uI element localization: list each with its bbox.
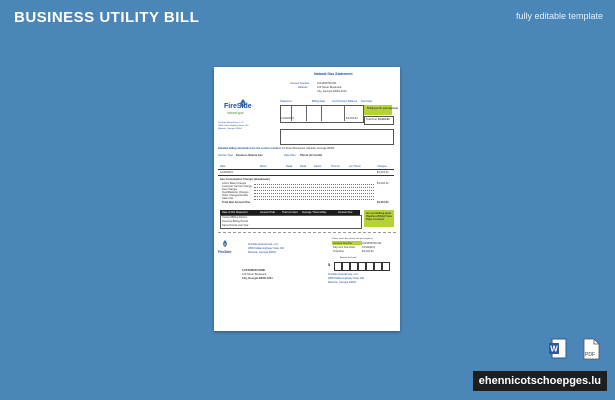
statement-title: Natural Gas Statement bbox=[314, 72, 353, 76]
history-header-4: Amount Due bbox=[338, 211, 353, 214]
stub-account-value: 0123456789-001 bbox=[362, 241, 382, 245]
usage-header-0: Date bbox=[220, 165, 226, 168]
city-value: City, Georgia 30064-1234 bbox=[317, 90, 347, 93]
billing-section-label: Detailed billing information for the service location: bbox=[218, 147, 282, 150]
summary-header-2: Amt Previous bbox=[332, 100, 348, 103]
customer-city: City, Georgia 30000-1234 bbox=[242, 277, 273, 280]
amount-digit-box-1[interactable] bbox=[334, 262, 342, 271]
amount-digit-box-5[interactable] bbox=[366, 262, 374, 271]
company-logo-name: FireSide bbox=[224, 103, 252, 110]
usage-header-1: Meter bbox=[260, 165, 267, 168]
summary-value-0: 12/19/2021 bbox=[281, 117, 294, 120]
summary-table bbox=[280, 105, 364, 123]
usage-header-4: Factor bbox=[314, 165, 322, 168]
stub-logo-name: FireSide bbox=[218, 250, 232, 254]
address-value: 123 Street Boulevard bbox=[317, 86, 342, 89]
svg-text:W: W bbox=[550, 344, 558, 354]
dollar-sign: $ bbox=[328, 262, 331, 267]
summary-header-1: Billing Date bbox=[312, 100, 326, 103]
rate-plan-label: Rate Plan bbox=[284, 154, 296, 157]
amount-digit-box-4[interactable] bbox=[358, 262, 366, 271]
remit-city: Marietta, Georgia 30064 bbox=[328, 281, 356, 284]
usage-header-2: Read bbox=[286, 165, 293, 168]
stub-total-value: $1,004.32 bbox=[362, 250, 374, 253]
history-header-1: Amount Paid bbox=[260, 211, 275, 214]
service-location: 12 Street Boulevard, Marietta, Georgia 30064 bbox=[282, 147, 335, 150]
amount-digit-box-3[interactable] bbox=[350, 262, 358, 271]
amount-digit-box-6[interactable] bbox=[374, 262, 382, 271]
remit-address: 2800 Dallas Highway Suite 100 bbox=[328, 277, 365, 280]
customer-name: CUSTOMER NAME bbox=[242, 269, 266, 272]
history-header-3: Average Therms/Day bbox=[302, 211, 327, 214]
usage-row-charges: $1,004.32 bbox=[377, 171, 389, 174]
website-label[interactable]: ehennicotschoepges.lu bbox=[473, 371, 607, 391]
history-row-2: Same Period Last Year bbox=[222, 224, 249, 227]
company-address-line: 2800 Dallas Highway Suite 100 bbox=[218, 125, 249, 127]
charge-row-3: Gas Charges bbox=[222, 188, 238, 191]
page-title: BUSINESS UTILITY BILL bbox=[14, 9, 200, 26]
bill-document bbox=[214, 67, 400, 331]
charge-value-7: $1,004.32 bbox=[377, 201, 389, 204]
company-logo-tagline: natural gas bbox=[227, 111, 244, 115]
history-header-2: Therms Used bbox=[282, 211, 298, 214]
stub-company-name: FireSide Natural Gas, LLC bbox=[248, 243, 279, 246]
rate-plan-value: Plan B (12 month) bbox=[300, 154, 323, 157]
address-label: Address bbox=[298, 86, 308, 89]
account-number-value: 0123456789-001 bbox=[317, 82, 337, 85]
company-city-line: Marietta, Georgia 30064 bbox=[218, 128, 242, 130]
history-row-1: Previous Billing Period bbox=[222, 220, 248, 223]
amount-digit-box-2[interactable] bbox=[342, 262, 350, 271]
usage-row-date: 12/19/2021 bbox=[220, 171, 233, 174]
paperless-promo-text: Are you thinking about Paperless Billing? Save Paper, Go Green bbox=[366, 213, 392, 221]
stub-total-label: Total Due bbox=[333, 250, 344, 253]
service-type-value: Business Natural Gas bbox=[236, 154, 263, 157]
charge-row-7: Total New Amount Due bbox=[222, 201, 251, 204]
payment-thanks-text: Thank you for your payment bbox=[367, 108, 398, 110]
stub-due-value: 12/19/2021 bbox=[362, 246, 375, 249]
summary-value-2: $1,004.32 bbox=[346, 117, 358, 120]
stub-amount-label: Amount Enclosed bbox=[340, 257, 357, 259]
stub-account-label: Account Number bbox=[333, 241, 353, 245]
summary-header-4: Due Date bbox=[361, 100, 372, 103]
company-name-line: FireSide Natural Gas, LLC bbox=[218, 122, 244, 124]
charge-row-1: AGLC Base Charges bbox=[222, 182, 247, 185]
total-due-label: Total Due bbox=[366, 118, 377, 121]
page-subtitle: fully editable template bbox=[515, 11, 603, 21]
history-row-0: Current Billing Period bbox=[222, 216, 247, 219]
charge-row-6: Sales Tax bbox=[222, 197, 234, 200]
charge-row-0: Gas Consumption Charges (Breakdown) bbox=[220, 178, 270, 181]
charge-row-5: Other Charges/Credits bbox=[222, 194, 248, 197]
word-icon bbox=[548, 338, 568, 360]
stub-return-note: Please return this portion with your payment bbox=[332, 238, 373, 240]
message-box bbox=[280, 129, 394, 145]
total-due-amount: $1,004.32 bbox=[378, 118, 390, 121]
usage-header-7: Charges bbox=[377, 165, 387, 168]
history-header-0: Date of this Statement bbox=[222, 211, 248, 214]
usage-header-5: Therms bbox=[331, 165, 340, 168]
amount-digit-box-7[interactable] bbox=[382, 262, 390, 271]
charge-value-1: $1,004.32 bbox=[377, 182, 389, 185]
stub-company-city: Marietta, Georgia 30064 bbox=[248, 251, 276, 254]
remit-name: FireSide Natural Gas, LLC bbox=[328, 273, 359, 276]
customer-address: 123 Street Boulevard bbox=[242, 273, 267, 276]
tear-line bbox=[218, 232, 396, 233]
summary-header-0: Statement bbox=[280, 100, 292, 103]
charge-row-2: Customer Service Charge bbox=[222, 185, 252, 188]
pdf-icon-label: PDF bbox=[585, 352, 595, 358]
summary-header-3: Balance bbox=[348, 100, 358, 103]
usage-header-3: Read bbox=[300, 165, 307, 168]
usage-header-6: per Therm bbox=[349, 165, 361, 168]
stub-due-label: Payment Due Date bbox=[333, 246, 355, 249]
charge-row-4: Fuel/Marketer Charges bbox=[222, 191, 249, 194]
stub-company-address: 2800 Dallas Highway Suite 100 bbox=[248, 247, 285, 250]
account-number-label: Account Number bbox=[290, 82, 310, 85]
service-type-label: Service Type bbox=[218, 154, 233, 157]
